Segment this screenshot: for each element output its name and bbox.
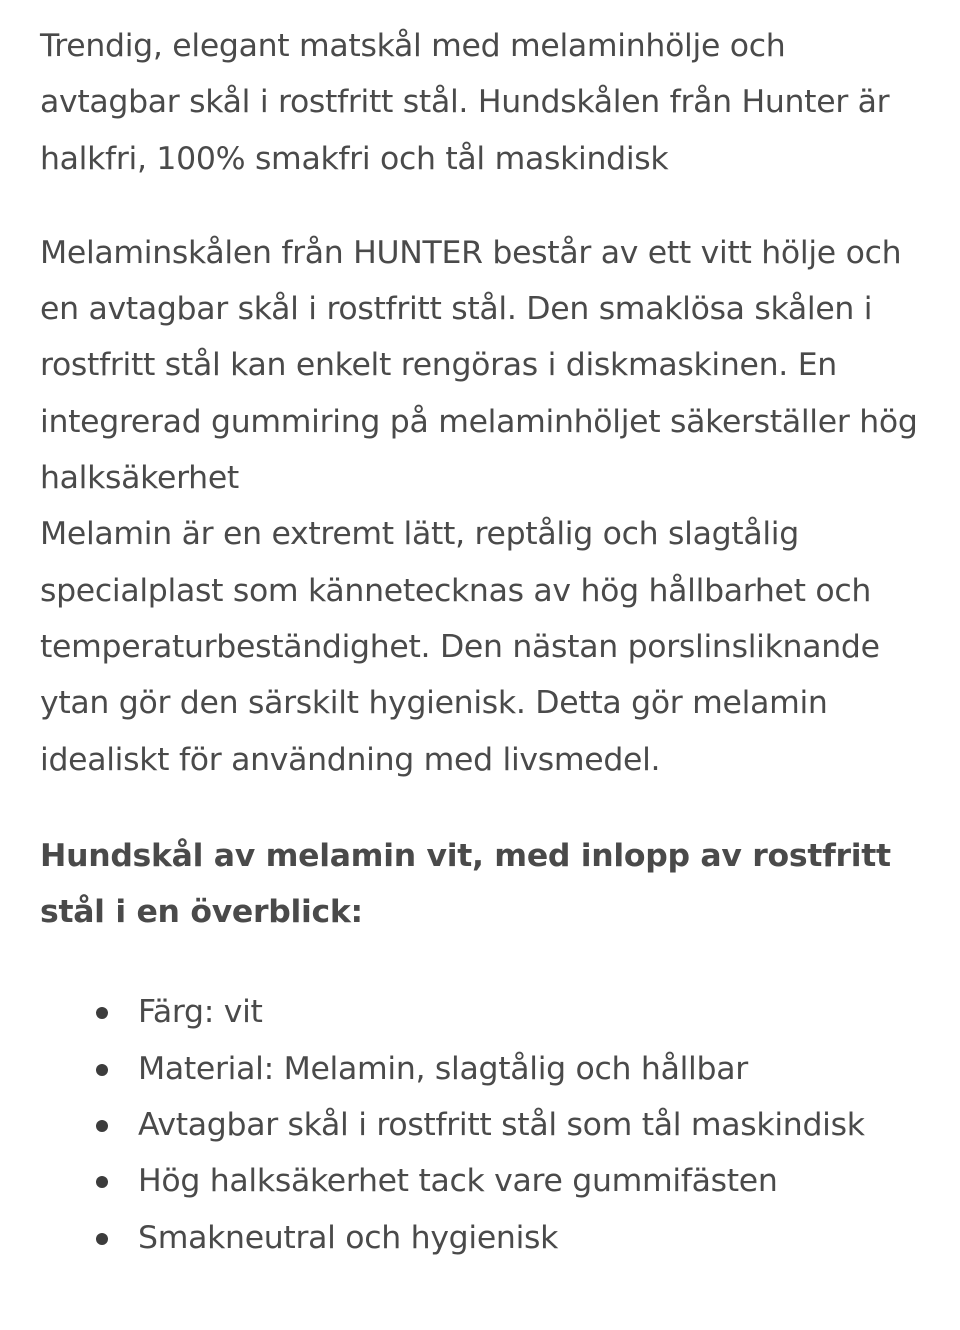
feature-text: Färg: vit <box>138 994 263 1031</box>
intro-paragraph: Trendig, elegant matskål med melaminhölje och avtagbar skål i rostfritt stål. Hundskålen från Hunter är halkfri, 100% smakfri och tål maskindisk <box>40 28 890 177</box>
bullet-icon <box>96 1176 108 1188</box>
feature-text: Avtagbar skål i rostfritt stål som tål maskindisk <box>138 1107 865 1144</box>
feature-text: Material: Melamin, slagtålig och hållbar <box>138 1050 748 1087</box>
list-item <box>40 1153 920 1209</box>
feature-list <box>40 984 920 1265</box>
body-paragraph-1: Melaminskålen från HUNTER består av ett vitt hölje och en avtagbar skål i rostfritt stål. Den smaklösa skålen i rostfritt stål kan enkelt rengöras i diskmaskinen. En integrerad gummiring på melaminhöljet säkerställer hög halksäkerhet <box>40 234 918 497</box>
list-item <box>40 1210 920 1266</box>
list-item <box>40 1097 920 1153</box>
bullet-icon <box>96 1007 108 1019</box>
bullet-icon <box>96 1064 108 1076</box>
list-item <box>40 984 920 1040</box>
list-item <box>40 1041 920 1097</box>
body-paragraph-2: Melamin är en extremt lätt, reptålig och slagtålig specialplast som kännetecknas av hög hållbarhet och temperaturbeständighet. Den nästan porslinsliknande ytan gör den särskilt hygienisk. Detta gör melamin idealiskt för användning med livsmedel. <box>40 516 880 778</box>
bullet-icon <box>96 1233 108 1245</box>
overview-heading: Hundskål av melamin vit, med inlopp av rostfritt stål i en överblick: <box>40 837 891 931</box>
feature-text: Smakneutral och hygienisk <box>138 1219 559 1256</box>
feature-text: Hög halksäkerhet tack vare gummifästen <box>138 1163 778 1200</box>
bullet-icon <box>96 1120 108 1132</box>
